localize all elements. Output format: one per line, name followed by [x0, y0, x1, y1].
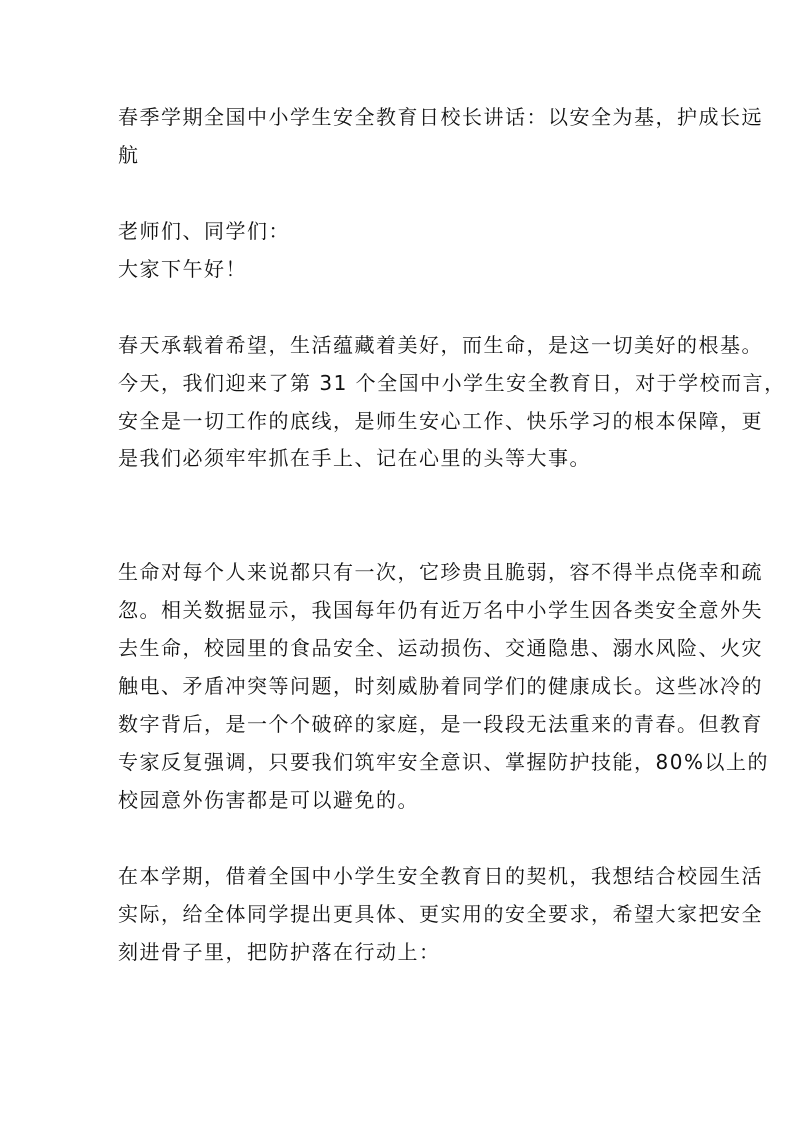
greeting: 大家下午好！ [118, 256, 247, 281]
paragraph-line: 在本学期，借着全国中小学生安全教育日的契机，我想结合校园生活 [118, 863, 763, 888]
paragraph-line: 春天承载着希望，生活蕴藏着美好，而生命，是这一切美好的根基。 [118, 332, 763, 357]
blank-line [118, 289, 688, 327]
paragraph-line: 安全是一切工作的底线，是师生安心工作、快乐学习的根本保障，更 [118, 408, 763, 433]
paragraph-line: 数字背后，是一个个破碎的家庭，是一段段无法重来的青春。但教育 [118, 712, 763, 736]
salutation: 老师们、同学们： [118, 218, 290, 243]
paragraph-line: 刻进骨子里，把防护落在行动上： [118, 939, 441, 964]
blank-line [118, 175, 688, 213]
paragraph-3 [118, 858, 763, 972]
paragraph-line: 生命对每个人来说都只有一次，它珍贵且脆弱，容不得半点侥幸和疏 [118, 560, 763, 585]
paragraph-line: 实际，给全体同学提出更具体、更实用的安全要求，希望大家把安全 [118, 901, 763, 926]
paragraph-line: 专家反复强调，只要我们筑牢安全意识、掌握防护技能，80%以上的 [118, 749, 769, 774]
paragraph-line: 去生命，校园里的食品安全、运动损伤、交通隐患、溺水风险、火灾 [118, 636, 763, 661]
paragraph-line: 今天，我们迎来了第 31 个全国中小学生安全教育日，对于学校而言， [118, 370, 786, 395]
title-line: 航 [118, 142, 140, 167]
paragraph-line: 校园意外伤害都是可以避免的。 [118, 787, 419, 812]
paragraph-line: 是我们必须牢牢抓在手上、记在心里的头等大事。 [118, 446, 591, 471]
title-line: 春季学期全国中小学生安全教育日校长讲话：以安全为基，护成长远 [118, 105, 763, 129]
blank-line [118, 516, 688, 554]
blank-line [118, 478, 688, 516]
document-title [118, 99, 763, 175]
paragraph-line: 触电、矛盾冲突等问题，时刻威胁着同学们的健康成长。这些冰冷的 [118, 674, 763, 699]
blank-line [118, 820, 688, 858]
document-page [118, 99, 786, 972]
paragraph-line: 忽。相关数据显示，我国每年仍有近万名中小学生因各类安全意外失 [118, 598, 763, 623]
paragraph-2 [118, 554, 769, 820]
paragraph-1 [118, 327, 786, 479]
